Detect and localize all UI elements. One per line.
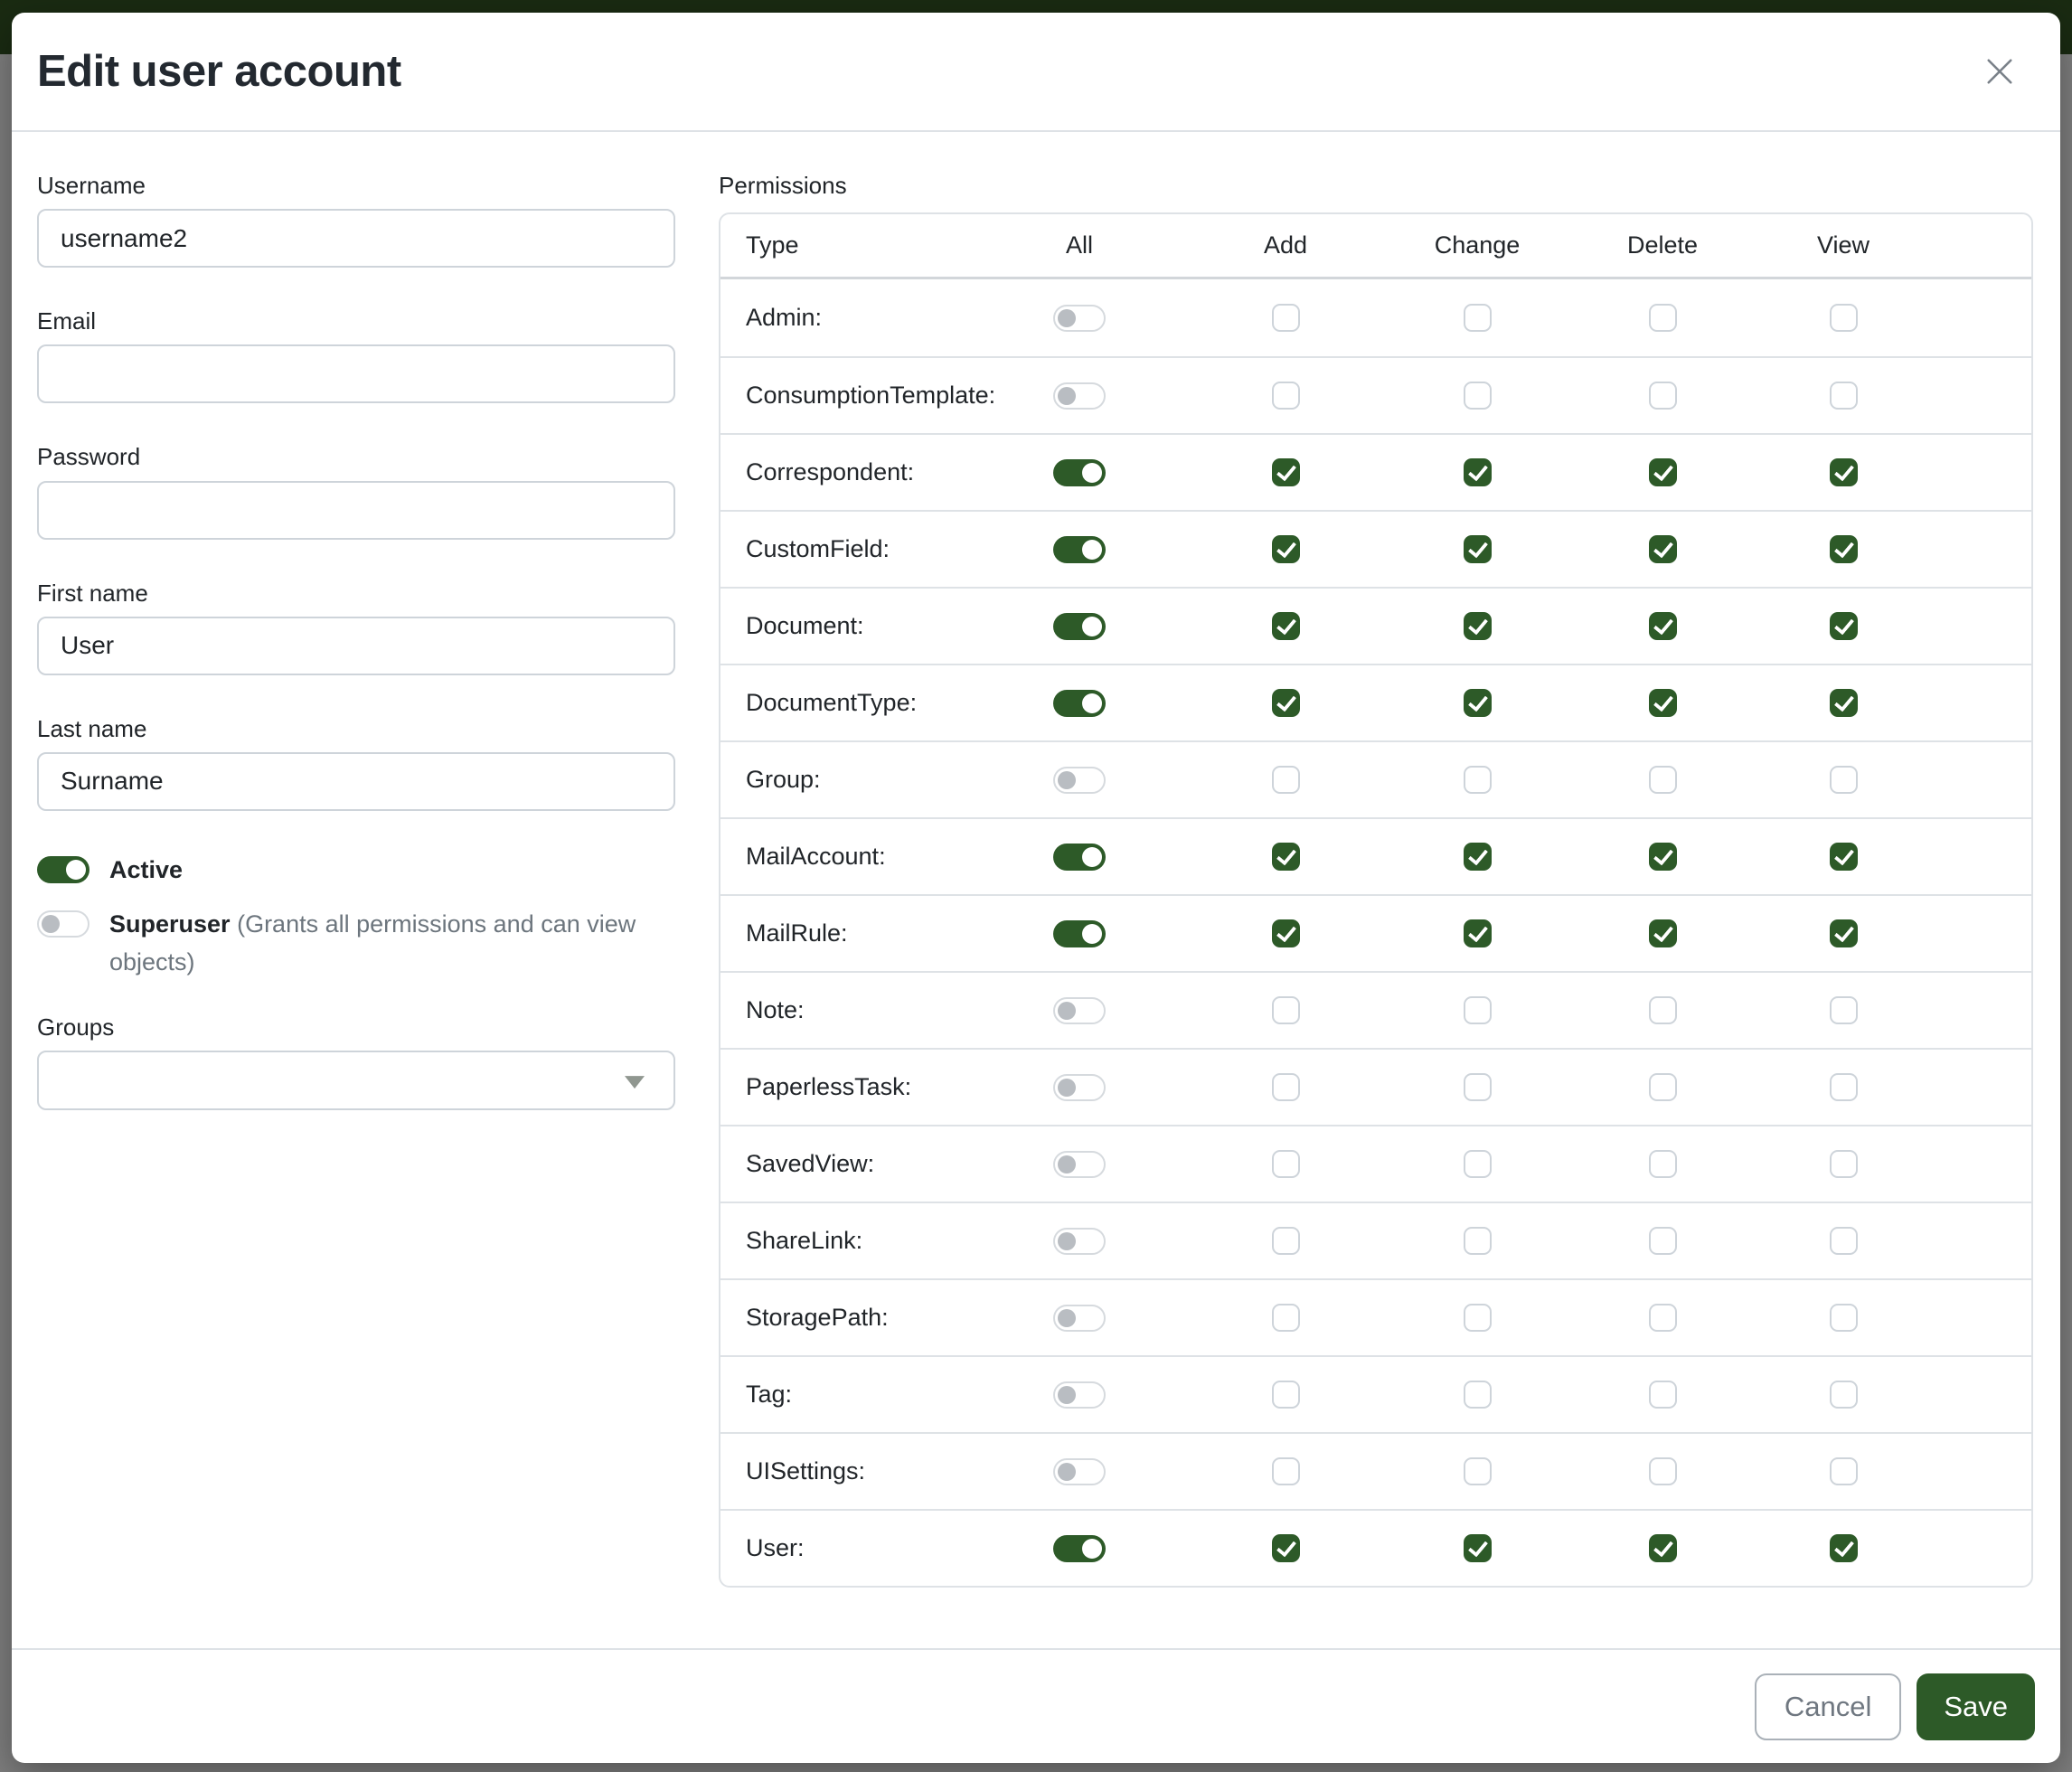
permission-delete-checkbox[interactable] xyxy=(1649,996,1677,1024)
permission-all-toggle[interactable] xyxy=(1053,767,1106,794)
password-field[interactable] xyxy=(37,481,675,540)
permission-table-row xyxy=(720,1125,2031,1202)
permission-change-checkbox[interactable] xyxy=(1464,1457,1492,1485)
permission-table-row xyxy=(720,510,2031,587)
active-toggle-row xyxy=(37,856,675,889)
groups-label: Groups xyxy=(37,1013,115,1041)
permission-type-label: ShareLink: xyxy=(746,1227,863,1255)
permission-all-toggle[interactable] xyxy=(1053,536,1106,563)
permission-view-checkbox[interactable] xyxy=(1830,689,1858,717)
permission-all-toggle[interactable] xyxy=(1053,1074,1106,1101)
permission-delete-checkbox[interactable] xyxy=(1649,1534,1677,1562)
permission-view-checkbox[interactable] xyxy=(1830,1381,1858,1409)
permission-change-checkbox[interactable] xyxy=(1464,1227,1492,1255)
column-header-add: Add xyxy=(1263,231,1308,259)
column-header-delete: Delete xyxy=(1626,231,1699,259)
permission-change-checkbox[interactable] xyxy=(1464,304,1492,332)
permission-table-row xyxy=(720,1432,2031,1509)
permission-view-checkbox[interactable] xyxy=(1830,1534,1858,1562)
permission-table-row xyxy=(720,740,2031,817)
permission-table-row xyxy=(720,433,2031,510)
groups-select[interactable] xyxy=(37,1051,675,1110)
permission-view-checkbox[interactable] xyxy=(1830,535,1858,563)
permission-table-row xyxy=(720,971,2031,1048)
permission-table-row xyxy=(720,356,2031,433)
permission-table-row xyxy=(720,664,2031,740)
permission-all-toggle[interactable] xyxy=(1053,459,1106,486)
permission-add-checkbox[interactable] xyxy=(1272,996,1300,1024)
email-field-group xyxy=(37,307,675,403)
permission-table-row xyxy=(720,279,2031,356)
permission-delete-checkbox[interactable] xyxy=(1649,766,1677,794)
active-toggle[interactable] xyxy=(37,856,89,883)
permission-view-checkbox[interactable] xyxy=(1830,458,1858,486)
permission-change-checkbox[interactable] xyxy=(1464,766,1492,794)
permission-table-row xyxy=(720,1355,2031,1432)
password-label: Password xyxy=(37,443,141,471)
permission-add-checkbox[interactable] xyxy=(1272,535,1300,563)
permission-type-label: ConsumptionTemplate: xyxy=(746,382,996,410)
username-field-group xyxy=(37,172,675,268)
permission-type-label: MailAccount: xyxy=(746,843,886,871)
user-form xyxy=(37,172,675,1648)
permission-all-toggle[interactable] xyxy=(1053,1458,1106,1485)
permission-type-label: Document: xyxy=(746,612,864,640)
permission-type-label: CustomField: xyxy=(746,535,890,563)
permission-type-label: Tag: xyxy=(746,1381,793,1409)
permissions-section xyxy=(719,172,2033,1648)
permission-change-checkbox[interactable] xyxy=(1464,1304,1492,1332)
permission-type-label: SavedView: xyxy=(746,1150,875,1178)
permission-change-checkbox[interactable] xyxy=(1464,919,1492,947)
permission-view-checkbox[interactable] xyxy=(1830,1227,1858,1255)
superuser-toggle-row xyxy=(37,910,675,981)
column-header-type: Type xyxy=(746,231,799,259)
permission-change-checkbox[interactable] xyxy=(1464,382,1492,410)
permission-add-checkbox[interactable] xyxy=(1272,458,1300,486)
permission-type-label: Admin: xyxy=(746,304,823,332)
modal-footer xyxy=(12,1648,2060,1763)
edit-user-modal xyxy=(12,13,2060,1763)
permission-add-checkbox[interactable] xyxy=(1272,1534,1300,1562)
permission-table-row xyxy=(720,1202,2031,1278)
permission-change-checkbox[interactable] xyxy=(1464,1534,1492,1562)
password-field-group xyxy=(37,443,675,539)
permission-view-checkbox[interactable] xyxy=(1830,1073,1858,1101)
permission-type-label: UISettings: xyxy=(746,1457,866,1485)
permission-add-checkbox[interactable] xyxy=(1272,1381,1300,1409)
permission-type-label: PaperlessTask: xyxy=(746,1073,912,1101)
permission-delete-checkbox[interactable] xyxy=(1649,382,1677,410)
last-name-label: Last name xyxy=(37,714,147,742)
permission-change-checkbox[interactable] xyxy=(1464,1073,1492,1101)
permission-all-toggle[interactable] xyxy=(1053,613,1106,640)
email-field[interactable] xyxy=(37,344,675,403)
close-icon xyxy=(1981,80,2019,93)
permissions-table xyxy=(719,212,2033,1588)
permission-all-toggle[interactable] xyxy=(1053,1381,1106,1409)
permission-table-row xyxy=(720,817,2031,894)
permission-delete-checkbox[interactable] xyxy=(1649,919,1677,947)
permission-change-checkbox[interactable] xyxy=(1464,689,1492,717)
permission-delete-checkbox[interactable] xyxy=(1649,1457,1677,1485)
first-name-label: First name xyxy=(37,579,148,607)
permission-add-checkbox[interactable] xyxy=(1272,689,1300,717)
save-button[interactable]: Save xyxy=(1917,1673,2035,1740)
permission-all-toggle[interactable] xyxy=(1053,1535,1106,1562)
permission-add-checkbox[interactable] xyxy=(1272,1304,1300,1332)
permission-view-checkbox[interactable] xyxy=(1830,1304,1858,1332)
permission-add-checkbox[interactable] xyxy=(1272,843,1300,871)
permission-delete-checkbox[interactable] xyxy=(1649,1227,1677,1255)
modal-header xyxy=(12,13,2060,132)
cancel-button[interactable]: Cancel xyxy=(1755,1673,1902,1740)
first-name-field[interactable] xyxy=(37,617,675,675)
permission-table-row xyxy=(720,1048,2031,1125)
permission-add-checkbox[interactable] xyxy=(1272,1073,1300,1101)
groups-field-group xyxy=(37,1013,675,1110)
permission-view-checkbox[interactable] xyxy=(1830,612,1858,640)
permission-delete-checkbox[interactable] xyxy=(1649,1381,1677,1409)
last-name-field-group xyxy=(37,715,675,811)
page-title: Edit user account xyxy=(37,47,401,96)
username-input[interactable] xyxy=(37,209,675,268)
permission-delete-checkbox[interactable] xyxy=(1649,458,1677,486)
permission-all-toggle[interactable] xyxy=(1053,1151,1106,1178)
permission-all-toggle[interactable] xyxy=(1053,1305,1106,1332)
permission-delete-checkbox[interactable] xyxy=(1649,535,1677,563)
modal-body xyxy=(12,132,2060,1648)
permission-all-toggle[interactable] xyxy=(1053,844,1106,871)
permissions-table-header xyxy=(720,214,2031,279)
last-name-field[interactable] xyxy=(37,752,675,811)
permissions-label: Permissions xyxy=(719,172,847,199)
column-header-view: View xyxy=(1816,231,1870,259)
permission-type-label: StoragePath: xyxy=(746,1304,889,1332)
chevron-down-icon xyxy=(625,1076,645,1089)
permission-delete-checkbox[interactable] xyxy=(1649,1304,1677,1332)
username-label: Username xyxy=(37,172,146,199)
permission-all-toggle[interactable] xyxy=(1053,305,1106,332)
permission-view-checkbox[interactable] xyxy=(1830,843,1858,871)
permission-delete-checkbox[interactable] xyxy=(1649,689,1677,717)
email-label: Email xyxy=(37,307,97,335)
active-label: Active xyxy=(109,855,184,883)
superuser-hint: (Grants all permissions and can view objects) xyxy=(109,910,636,976)
permission-delete-checkbox[interactable] xyxy=(1649,843,1677,871)
permission-add-checkbox[interactable] xyxy=(1272,919,1300,947)
permission-delete-checkbox[interactable] xyxy=(1649,612,1677,640)
permission-type-label: Note: xyxy=(746,996,805,1024)
permission-add-checkbox[interactable] xyxy=(1272,612,1300,640)
permission-change-checkbox[interactable] xyxy=(1464,1150,1492,1178)
permission-all-toggle[interactable] xyxy=(1053,997,1106,1024)
permission-change-checkbox[interactable] xyxy=(1464,535,1492,563)
permissions-table-body xyxy=(720,279,2031,1586)
permission-all-toggle[interactable] xyxy=(1053,382,1106,410)
permission-type-label: Group: xyxy=(746,766,821,794)
permission-view-checkbox[interactable] xyxy=(1830,996,1858,1024)
permission-change-checkbox[interactable] xyxy=(1464,612,1492,640)
permission-add-checkbox[interactable] xyxy=(1272,382,1300,410)
permission-view-checkbox[interactable] xyxy=(1830,1457,1858,1485)
permission-view-checkbox[interactable] xyxy=(1830,766,1858,794)
permission-all-toggle[interactable] xyxy=(1053,690,1106,717)
permission-table-row xyxy=(720,894,2031,971)
permission-table-row xyxy=(720,1509,2031,1586)
permission-view-checkbox[interactable] xyxy=(1830,919,1858,947)
superuser-toggle[interactable] xyxy=(37,910,89,938)
superuser-label: Superuser xyxy=(109,910,231,938)
permission-type-label: User: xyxy=(746,1534,805,1562)
permission-view-checkbox[interactable] xyxy=(1830,382,1858,410)
permission-delete-checkbox[interactable] xyxy=(1649,1150,1677,1178)
permission-all-toggle[interactable] xyxy=(1053,1228,1106,1255)
permission-table-row xyxy=(720,1278,2031,1355)
permission-change-checkbox[interactable] xyxy=(1464,996,1492,1024)
permission-view-checkbox[interactable] xyxy=(1830,304,1858,332)
permission-table-row xyxy=(720,587,2031,664)
permission-delete-checkbox[interactable] xyxy=(1649,304,1677,332)
column-header-change: Change xyxy=(1434,231,1521,259)
first-name-field-group xyxy=(37,580,675,675)
permission-type-label: MailRule: xyxy=(746,919,848,947)
permission-change-checkbox[interactable] xyxy=(1464,1381,1492,1409)
permission-change-checkbox[interactable] xyxy=(1464,843,1492,871)
permission-all-toggle[interactable] xyxy=(1053,920,1106,947)
permission-add-checkbox[interactable] xyxy=(1272,1457,1300,1485)
permission-change-checkbox[interactable] xyxy=(1464,458,1492,486)
permission-add-checkbox[interactable] xyxy=(1272,1150,1300,1178)
close-button[interactable] xyxy=(1975,47,2024,96)
column-header-all: All xyxy=(1065,231,1093,259)
permission-add-checkbox[interactable] xyxy=(1272,1227,1300,1255)
permission-view-checkbox[interactable] xyxy=(1830,1150,1858,1178)
permission-type-label: Correspondent: xyxy=(746,458,915,486)
permission-type-label: DocumentType: xyxy=(746,689,918,717)
permission-delete-checkbox[interactable] xyxy=(1649,1073,1677,1101)
permission-add-checkbox[interactable] xyxy=(1272,766,1300,794)
permission-add-checkbox[interactable] xyxy=(1272,304,1300,332)
